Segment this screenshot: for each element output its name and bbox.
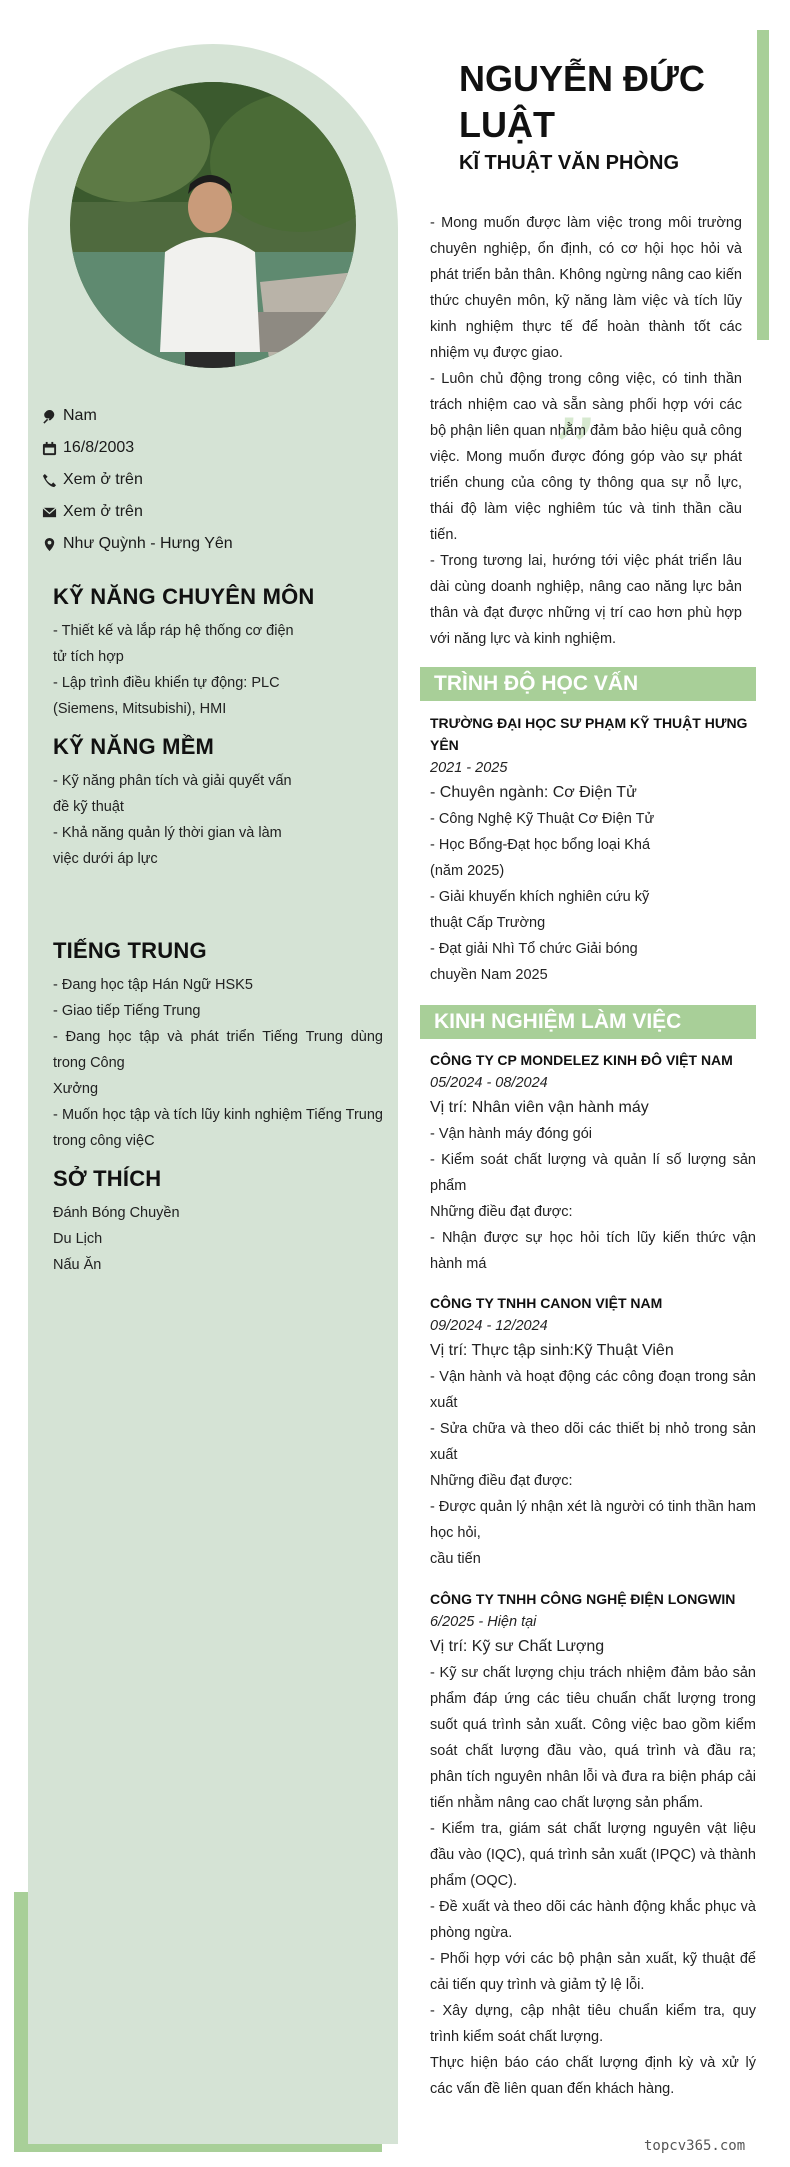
email-icon xyxy=(42,505,57,520)
contact-phone xyxy=(42,464,382,496)
chinese-title: TIẾNG TRUNG xyxy=(53,938,207,963)
objective-paragraph: - Mong muốn được làm việc trong môi trường chuyên nghiệp, ổn định, có cơ hội học hỏi và phát triển bản thân. Không ngừng nâng cao kiến thức chuyên môn, kỹ năng làm việc và tích lũy kinh nghiệm thực tế để hoàn thành tốt các nhiệm vụ được giao. xyxy=(430,215,742,361)
skills-soft-line: - Kỹ năng phân tích và giải quyết vấn xyxy=(53,773,292,789)
experience-title: KINH NGHIỆM LÀM VIỆC xyxy=(420,1005,756,1039)
job-line: - Nhận được sự học hỏi tích lũy kiến thức vận hành má xyxy=(430,1230,756,1272)
chinese-line: - Đang học tập và phát triển Tiếng Trung dùng trong Công xyxy=(53,1029,383,1071)
birthday-text: 16/8/2003 xyxy=(63,439,135,456)
education-line: - Giải khuyến khích nghiên cứu kỹ xyxy=(430,889,650,905)
education-line: thuật Cấp Trường xyxy=(430,915,546,931)
job-line: - Vận hành máy đóng gói xyxy=(430,1126,593,1142)
skills-professional-line: tử tích hợp xyxy=(53,649,124,665)
hobby-item: Đánh Bóng Chuyền xyxy=(53,1205,180,1221)
chinese-line: - Đang học tập Hán Ngữ HSK5 xyxy=(53,977,253,993)
candidate-role: KĨ THUẬT VĂN PHÒNG xyxy=(459,152,679,174)
education-line: (năm 2025) xyxy=(430,863,505,879)
skills-soft-line: việc dưới áp lực xyxy=(53,851,158,867)
quote-icon: ” xyxy=(552,400,599,505)
job-period: 09/2024 - 12/2024 xyxy=(430,1318,548,1334)
job-line: - Xây dựng, cập nhật tiêu chuẩn kiểm tra, quy trình kiểm soát chất lượng. xyxy=(430,2003,756,2045)
education-section xyxy=(430,712,756,988)
job-line: - Kiểm tra, giám sát chất lượng nguyên vật liệu đầu vào (IQC), quá trình sản xuất (IPQC) và thành phẩm (OQC). xyxy=(430,1821,756,1889)
education-line: chuyền Nam 2025 xyxy=(430,967,548,983)
job-period: 6/2025 - Hiện tại xyxy=(430,1614,537,1630)
skills-professional-line: - Lập trình điều khiển tự động: PLC xyxy=(53,675,280,691)
skills-soft-line: đề kỹ thuật xyxy=(53,799,124,815)
education-major: - Chuyên ngành: Cơ Điện Tử xyxy=(430,784,637,801)
contact-address xyxy=(42,528,382,560)
chinese-line: - Giao tiếp Tiếng Trung xyxy=(53,1003,201,1019)
contact-gender xyxy=(42,400,382,432)
skills-professional-title: KỸ NĂNG CHUYÊN MÔN xyxy=(53,584,315,609)
company-name: CÔNG TY CP MONDELEZ KINH ĐÔ VIỆT NAM xyxy=(430,1052,733,1068)
phone-text[interactable]: Xem ở trên xyxy=(63,471,143,488)
job-line: - Đề xuất và theo dõi các hành động khắc phục và phòng ngừa. xyxy=(430,1899,756,1941)
hobby-item: Nấu Ăn xyxy=(53,1257,102,1273)
job-longwin xyxy=(430,1588,756,2102)
address-text: Như Quỳnh - Hưng Yên xyxy=(63,535,233,552)
job-line: - Phối hợp với các bộ phận sản xuất, kỹ thuật để cải tiến quy trình và giảm tỷ lệ lỗi. xyxy=(430,1951,756,1993)
calendar-icon xyxy=(42,441,57,456)
objective-paragraph: - Trong tương lai, hướng tới việc phát triển lâu dài cùng doanh nghiệp, nâng cao năng lực bản thân và đạt được những vị trí cao hơn phù hợp với năng lực và kinh nghiệm. xyxy=(430,553,742,647)
location-icon xyxy=(42,537,57,552)
skills-soft-title: KỸ NĂNG MỀM xyxy=(53,734,215,759)
gender-icon xyxy=(42,409,57,424)
company-name: CÔNG TY TNHH CANON VIỆT NAM xyxy=(430,1295,663,1311)
job-mondelez xyxy=(430,1049,756,1277)
school-name: TRƯỜNG ĐẠI HỌC SƯ PHẠM KỸ THUẬT HƯNG YÊN xyxy=(430,715,748,753)
job-line: - Được quản lý nhận xét là người có tinh thần ham học hỏi, xyxy=(430,1499,756,1541)
education-title: TRÌNH ĐỘ HỌC VẤN xyxy=(420,667,756,701)
footer-watermark: topcv365.com xyxy=(644,2138,746,2154)
objective-paragraph: - Luôn chủ động trong công việc, có tinh thần trách nhiệm cao và sẵn sàng phối hợp với các bộ phận liên quan nhằm đảm bảo hiệu quả công việc. Mong muốn được đóng góp vào sự phát triển chung của công ty thông qua sự nỗ lực, thái độ làm việc nghiêm túc và tinh thần cầu tiến. xyxy=(430,371,742,543)
education-line: - Đạt giải Nhì Tổ chức Giải bóng xyxy=(430,941,638,957)
contact-email xyxy=(42,496,382,528)
job-line: cầu tiến xyxy=(430,1551,481,1567)
job-line: - Vận hành và hoạt động các công đoạn trong sản xuất xyxy=(430,1369,756,1411)
job-period: 05/2024 - 08/2024 xyxy=(430,1075,548,1091)
chinese-line: - Muốn học tập và tích lũy kinh nghiệm Tiếng Trung trong công việC xyxy=(53,1107,383,1149)
job-line: - Kiểm soát chất lượng và quản lí số lượng sản phẩm xyxy=(430,1152,756,1194)
job-position: Vị trí: Thực tập sinh:Kỹ Thuật Viên xyxy=(430,1342,674,1359)
job-line: - Sửa chữa và theo dõi các thiết bị nhỏ trong sản xuất xyxy=(430,1421,756,1463)
job-line: Những điều đạt được: xyxy=(430,1473,573,1489)
skills-professional-section xyxy=(53,584,383,722)
contact-list xyxy=(42,400,382,560)
chinese-line: Xưởng xyxy=(53,1081,99,1097)
avatar-photo xyxy=(70,82,356,368)
company-name: CÔNG TY TNHH CÔNG NGHỆ ĐIỆN LONGWIN xyxy=(430,1591,736,1607)
hobby-item: Du Lịch xyxy=(53,1231,103,1247)
job-line: Thực hiện báo cáo chất lượng định kỳ và xử lý các vấn đề liên quan đến khách hàng. xyxy=(430,2055,756,2097)
job-line: - Kỹ sư chất lượng chịu trách nhiệm đảm bảo sản phẩm đáp ứng các tiêu chuẩn chất lượng trong suốt quá trình sản xuất. Công việc bao gồm kiểm soát chất lượng đầu vào, quá trình và đầu ra; phân tích nguyên nhân lỗi và đưa ra biện pháp cải tiến nhằm nâng cao chất lượng sản phẩm. xyxy=(430,1665,756,1811)
email-text[interactable]: Xem ở trên xyxy=(63,503,143,520)
hobbies-section xyxy=(53,1166,383,1278)
chinese-section xyxy=(53,938,383,1154)
skills-professional-line: (Siemens, Mitsubishi), HMI xyxy=(53,701,227,717)
contact-birthday xyxy=(42,432,382,464)
job-canon xyxy=(430,1292,756,1572)
skills-professional-line: - Thiết kế và lắp ráp hệ thống cơ điện xyxy=(53,623,294,639)
skills-soft-section xyxy=(53,734,383,872)
avatar xyxy=(70,82,356,368)
gender-text: Nam xyxy=(63,407,97,424)
candidate-name: NGUYỄN ĐỨC LUẬT xyxy=(459,58,705,145)
education-line: - Học Bổng-Đạt học bổng loại Khá xyxy=(430,837,651,853)
objective-section xyxy=(430,210,742,652)
job-line: Những điều đạt được: xyxy=(430,1204,573,1220)
education-line: - Công Nghệ Kỹ Thuật Cơ Điện Tử xyxy=(430,811,655,827)
phone-icon xyxy=(42,473,57,488)
skills-soft-line: - Khả năng quản lý thời gian và làm xyxy=(53,825,282,841)
job-position: Vị trí: Kỹ sư Chất Lượng xyxy=(430,1638,605,1655)
job-position: Vị trí: Nhân viên vận hành máy xyxy=(430,1099,649,1116)
education-period: 2021 - 2025 xyxy=(430,760,508,776)
hobbies-title: SỞ THÍCH xyxy=(53,1166,162,1191)
